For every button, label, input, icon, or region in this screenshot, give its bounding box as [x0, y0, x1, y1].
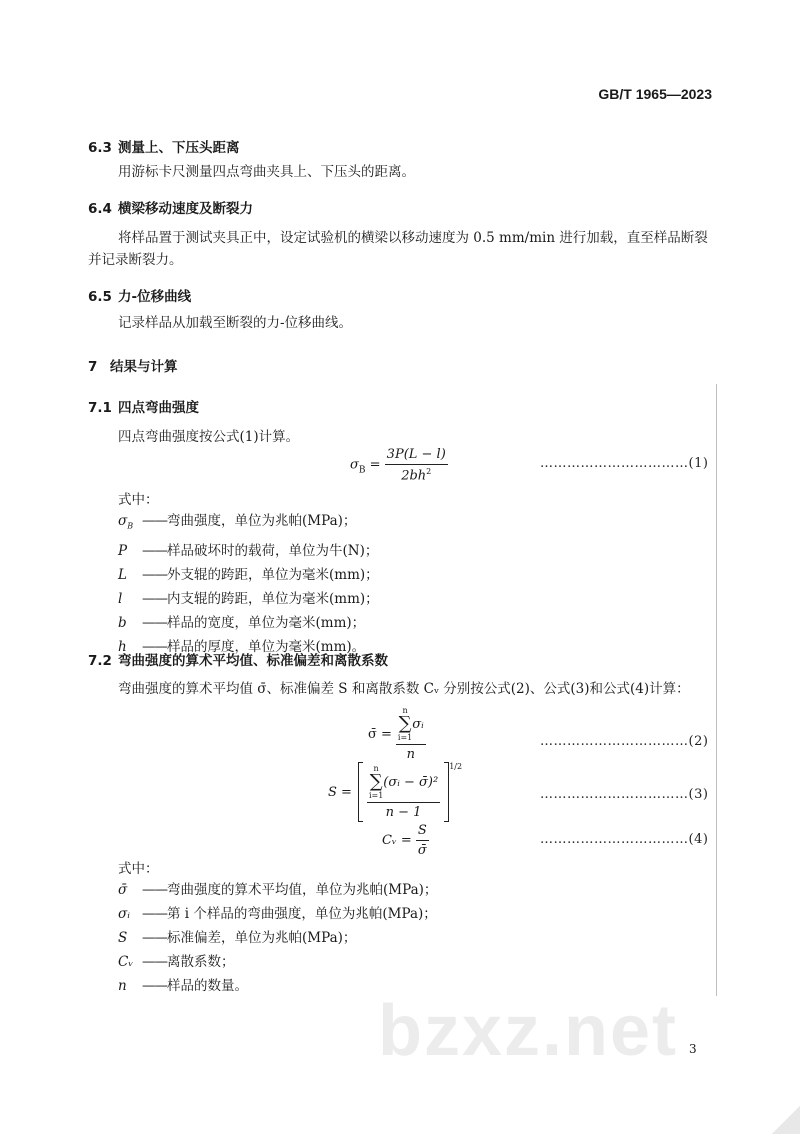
section-number: 6.3 — [88, 140, 112, 156]
variable-row: σ̄ ——弯曲强度的算术平均值，单位为兆帕(MPa)； — [118, 882, 438, 898]
variable-row: Cᵥ ——离散系数； — [118, 954, 235, 970]
formula-1 — [350, 447, 448, 483]
numerator: 3P(L − l) — [385, 447, 448, 465]
formula-lhs-sub: B — [358, 465, 366, 476]
section-title: 结果与计算 — [110, 359, 178, 375]
denominator: $2bh^2$ — [401, 467, 432, 484]
numerator: S — [416, 823, 429, 841]
formula-lhs: S = — [328, 784, 352, 800]
sum-symbol: n ∑ i=1 — [368, 764, 384, 800]
denominator: n — [406, 747, 416, 762]
formula-4 — [382, 823, 429, 858]
section-number: 6.4 — [88, 201, 112, 217]
section-title: 横梁移动速度及断裂力 — [118, 201, 253, 217]
sum-symbol: n ∑ i=1 — [397, 706, 413, 742]
formula-lhs: Cᵥ = — [382, 833, 412, 848]
section-7-heading — [88, 355, 178, 375]
variable-list-7-1 — [118, 509, 379, 659]
section-title: 四点弯曲强度 — [118, 400, 199, 416]
formula-lhs: σ — [350, 457, 359, 473]
section-6-5-heading — [88, 285, 191, 305]
exponent: 1/2 — [449, 762, 463, 771]
section-7-2-heading — [88, 649, 388, 669]
variable-row: S ——标准偏差，单位为兆帕(MPa)； — [118, 930, 357, 946]
section-6-3-body: 用游标卡尺测量四点弯曲夹具上、下压头的距离。 — [118, 164, 415, 180]
where-label: 式中： — [118, 492, 159, 508]
formula-lhs: σ̄ = — [368, 726, 392, 742]
fraction: n ∑ i=1 (σᵢ − σ̄)² n − 1 — [368, 764, 439, 820]
variable-row: h ——样品的厚度，单位为毫米(mm)。 — [118, 638, 366, 655]
fraction — [416, 823, 429, 858]
section-title: 力-位移曲线 — [118, 289, 192, 305]
section-6-3-heading — [88, 136, 240, 156]
margin-line — [716, 384, 717, 996]
watermark: bzxz.net — [378, 991, 679, 1071]
section-title: 测量上、下压头距离 — [118, 140, 240, 156]
variable-row: L ——外支辊的跨距，单位为毫米(mm)； — [118, 566, 379, 583]
section-7-1-heading — [88, 396, 199, 416]
section-number: 7.1 — [88, 400, 112, 416]
section-number: 7 — [88, 359, 98, 375]
variable-row: l ——内支辊的跨距，单位为毫米(mm)； — [118, 590, 379, 607]
where-label: 式中： — [118, 861, 159, 877]
variable-list-7-2 — [118, 878, 437, 998]
page-curl — [772, 1106, 800, 1134]
standard-number: GB/T 1965—2023 — [598, 86, 712, 102]
formula-1-tag: ……………………………(1) — [540, 456, 709, 471]
bracket — [358, 762, 449, 822]
variable-row: b ——样品的宽度，单位为毫米(mm)； — [118, 614, 366, 631]
variable-row: $\sigma_B$ ——弯曲强度，单位为兆帕(MPa)； — [118, 513, 357, 531]
variable-row: n ——样品的数量。 — [118, 978, 248, 994]
fraction: n ∑ i=1 σᵢ n — [397, 706, 424, 762]
denominator: σ̄ — [417, 843, 427, 858]
fraction — [385, 447, 448, 483]
formula-2-tag: ……………………………(2) — [540, 734, 709, 749]
section-title: 弯曲强度的算术平均值、标准偏差和离散系数 — [118, 653, 388, 669]
section-number: 7.2 — [88, 653, 112, 669]
section-6-4-heading — [88, 197, 253, 217]
section-6-4-body-line2: 并记录断裂力。 — [88, 252, 183, 268]
section-number: 6.5 — [88, 289, 112, 305]
section-7-1-intro: 四点弯曲强度按公式(1)计算。 — [118, 429, 300, 445]
formula-2 — [368, 706, 426, 762]
variable-row: σᵢ ——第 i 个样品的弯曲强度，单位为兆帕(MPa)； — [118, 906, 437, 922]
page-number: 3 — [689, 1042, 697, 1056]
equals-sign: = — [365, 457, 381, 473]
formula-4-tag: ……………………………(4) — [540, 832, 709, 847]
formula-3-tag: ……………………………(3) — [540, 787, 709, 802]
section-7-2-intro: 弯曲强度的算术平均值 σ̄、标准偏差 S 和离散系数 Cᵥ 分别按公式(2)、公式(3)和公式(4)计算： — [118, 681, 690, 697]
section-6-4-body-line1: 将样品置于测试夹具正中，设定试验机的横梁以移动速度为 0.5 mm/min 进行加载，直至样品断裂 — [118, 230, 708, 246]
section-6-5-body: 记录样品从加载至断裂的力-位移曲线。 — [118, 315, 353, 331]
variable-row: P ——样品破坏时的载荷，单位为牛(N)； — [118, 542, 379, 559]
denominator: n − 1 — [385, 805, 422, 820]
formula-3 — [328, 762, 462, 822]
